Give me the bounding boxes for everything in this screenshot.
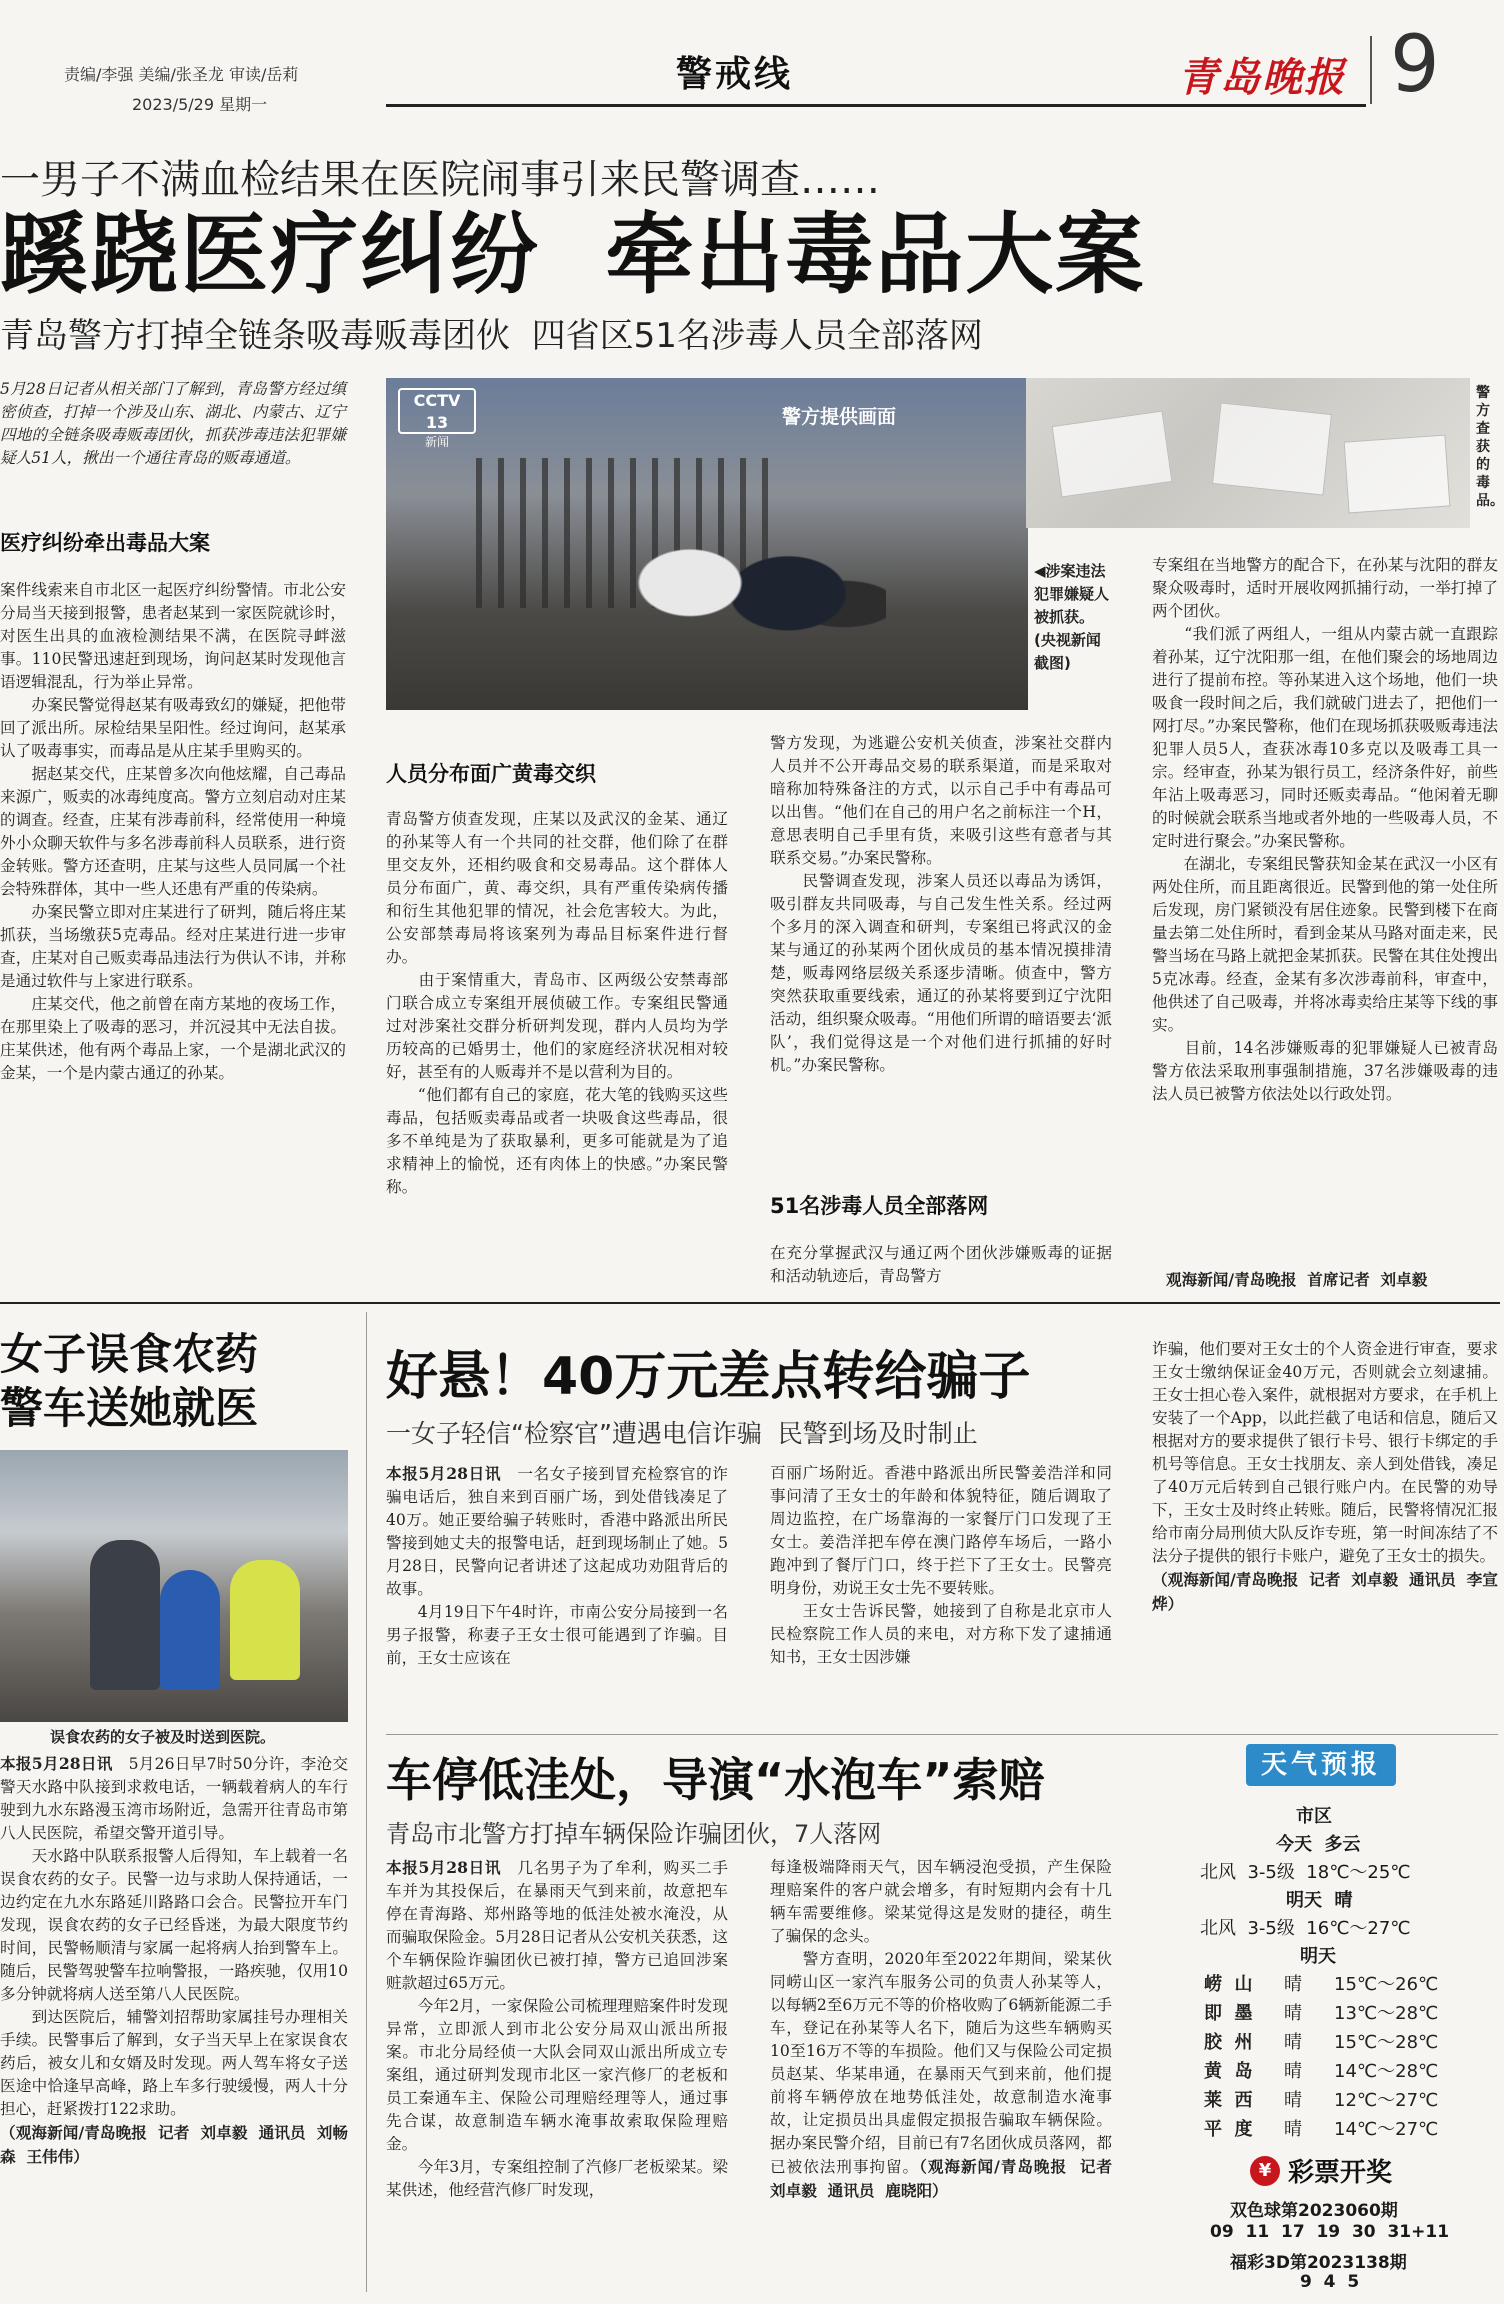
a4-byline: （观海新闻/青岛晚报 记者 刘卓毅 通讯员 鹿晓阳） bbox=[770, 2157, 1123, 2200]
a3-col3-text: 诈骗，他们要对王女士的个人资金进行审查，要求王女士缴纳保证金40万元，否则就会立刻逮捕。王女士担心卷入案件，就根据对方要求，在手机上安装了一个App，以此拦截了电话和信息，随后又根据对方的要求提供了银行卡号、银行卡绑定的手机号等信息。王女士找朋友、亲人到处借钱，凑足了40万元后转到自己银行账户内。在民警的劝导下，王女士及时终止转账。随后，民警将情况汇报给市南分局刑侦大队反诈专班，第一时间冻结了不法分子提供的银行卡账户，避免了王女士的损失。 bbox=[1152, 1340, 1498, 1565]
weather-tomorrow2: 明天 bbox=[1300, 1946, 1336, 1967]
editors: 责编/李强 美编/张圣龙 审读/岳莉 bbox=[64, 65, 299, 84]
a2-headline-2: 警车送她就医 bbox=[0, 1384, 258, 1434]
lottery-icon: ¥ bbox=[1250, 2156, 1280, 2186]
lottery-line2-numbers: 9 4 5 bbox=[1300, 2272, 1360, 2292]
city-name: 崂 山 bbox=[1204, 1974, 1253, 1995]
a3-headline: 好悬！40万元差点转给骗子 bbox=[386, 1347, 1031, 1407]
header-divider bbox=[1370, 36, 1372, 104]
a4-headline: 车停低洼处，导演“水泡车”索赔 bbox=[386, 1753, 1045, 1807]
a1-col1: 案件线索来自市北区一起医疗纠纷警情。市北公安分局当天接到报警，患者赵某到一家医院就诊时，对医生出具的血液检测结果不满，在医院寻衅滋事。110民警迅速赶到现场，询问赵某时发现他言语逻辑混乱，行为举止异常。 办案民警觉得赵某有吸毒致幻的嫌疑，把他带回了派出所。尿检结果呈阳性。经过询问，赵某承认了吸毒事实，而毒品是从庄某手里购买的。 据赵某交代，庄某曾多次向他炫耀，自己毒品来源广，贩卖的冰毒纯度高。警方立刻启动对庄某的调查。经查，庄某有涉毒前科，经常使用一种境外小众聊天软件与多名涉毒前科人员联系，进行资金转账。警方还查明，庄某与这些人员同属一个社会特殊群体，其中一些人还患有严重的传染病。 办案民警立即对庄某进行了研判，随后将庄某抓获，当场缴获5克毒品。经对庄某进行进一步审查，庄某对自己贩卖毒品违法行为供认不讳，并称是通过软件与上家进行联系。 庄某交代，他之前曾在南方某地的夜场工作，在那里染上了吸毒的恶习，并沉浸其中无法自拔。庄某供述，他有两个毒品上家，一个是湖北武汉的金某，一个是内蒙古通辽的孙某。 bbox=[0, 581, 346, 1082]
city-name: 平 度 bbox=[1204, 2119, 1253, 2140]
tv-logo-sub: 新闻 bbox=[424, 435, 449, 449]
a1-col3: 警方发现，为逃避公安机关侦查，涉案社交群内人员并不公开毒品交易的联系渠道，而是采取对暗称加特殊备注的方式，以示自己手中有毒品可以出售。“他们在自己的用户名之前标注一个H，意思表明自己手里有货，来吸引这些有意者与其联系交易。”办案民警称。 民警调查发现，涉案人员还以毒品为诱饵，吸引群友共同吸毒，与自己发生性关系。经过两个多月的深入调查和研判，专案组已将武汉的金某与通辽的孙某两个团伙成员的基本情况摸排清楚，贩毒网络层级关系逐步清晰。侦查中，警方突然获取重要线索，通辽的孙某将要到辽宁沈阳活动，组织聚众吸毒。“用他们所谓的暗语要去‘派队’，我们觉得这是一个对他们进行抓捕的好时机。”办案民警称。 bbox=[770, 734, 1112, 1074]
lottery-title: 彩票开奖 bbox=[1288, 2158, 1393, 2188]
page-number: 9 bbox=[1390, 20, 1440, 110]
lottery-line1-name: 双色球第2023060期 bbox=[1230, 2201, 1398, 2221]
weather-today: 今天 多云 bbox=[1276, 1834, 1361, 1855]
a4-col1-text: 几名男子为了牟利，购买二手车并为其投保后，在暴雨天气到来前，故意把车停在青海路、郑州路等地的低洼处被水淹没，从而骗取保险金。5月28日记者从公安机关获悉，这个车辆保险诈骗团伙已被打掉，警方已追回涉案赃款超过65万元。 今年2月，一家保险公司梳理理赔案件时发现异常，立即派人到市北公安分局双山派出所报案。市北分局经侦一大队会同双山派出所成立专案组，通过研判发现市北区一家汽修厂的老板和员工秦通车主、保险公司理赔经理等人，通过事先合谋，故意制造车辆水淹事故索取保险理赔金。 今年3月，专案组控制了汽修厂老板梁某。梁某供述，他经营汽修厂时发现， bbox=[386, 1859, 728, 2199]
a4-subheadline: 青岛市北警方打掉车辆保险诈骗团伙，7人落网 bbox=[386, 1820, 882, 1848]
a3-lead-bold: 本报5月28日讯 bbox=[386, 1464, 502, 1483]
a1-col4: 专案组在当地警方的配合下，在孙某与沈阳的群友聚众吸毒时，适时开展收网抓捕行动，一举打掉了两个团伙。 “我们派了两组人，一组从内蒙古就一直跟踪着孙某，辽宁沈阳那一组，在他们聚会的场地周边进行了提前布控。等孙某进入这个场地，他们一块吸食一段时间之后，我们就破门进去了，把他们一网打尽。”办案民警称，他们在现场抓获吸贩毒违法犯罪人员5人，查获冰毒10多克以及吸毒工具一宗。经审查，孙某为银行员工，经济条件好，前些年沾上吸毒恶习，同时还贩卖毒品。“他闲着无聊的时候就会联系当地或者外地的一些吸毒人员，不定时进行聚会。”办案民警称。 在湖北，专案组民警获知金某在武汉一小区有两处住所，而且距离很近。民警到他的第一处住所后发现，房门紧锁没有居住迹象。民警到楼下在商量去第二处住所时，看到金某从马路对面走来，民警当场在马路上就把金某抓获。民警在其住处搜出5克冰毒。经查，金某有多次涉毒前科，审查中，他供述了自己吸毒，并将冰毒卖给庄某等下线的事实。 目前，14名涉嫌贩毒的犯罪嫌疑人已被青岛警方依法采取刑事强制措施，37名涉嫌吸毒的违法人员已被警方依法处以行政处罚。 bbox=[1152, 556, 1498, 1103]
lottery-line2-name: 福彩3D第2023138期 bbox=[1230, 2253, 1407, 2273]
figure bbox=[160, 1570, 220, 1690]
a3-bottom-rule bbox=[386, 1734, 1498, 1735]
issue-date: 2023/5/29 星期一 bbox=[132, 95, 268, 114]
weather-today-detail: 北风 3-5级 18℃～25℃ bbox=[1200, 1862, 1411, 1883]
city-name: 胶 州 bbox=[1204, 2032, 1253, 2053]
city-temp: 14℃～27℃ bbox=[1334, 2119, 1439, 2140]
drug-bag bbox=[1212, 402, 1332, 495]
a3-col1-text: 一名女子接到冒充检察官的诈骗电话后，独自来到百丽广场，到处借钱凑足了40万。她正要给骗子转账时，香港中路派出所民警接到她丈夫的报警电话，赶到现场制止了她。5月28日，民警向记者讲述了这起成功劝阻背后的故事。 4月19日下午4时许，市南公安分局接到一名男子报警，称妻子王女士很可能遇到了诈骗。目前，王女士应该在 bbox=[386, 1465, 728, 1667]
tv-logo-text: CCTV 13 bbox=[413, 391, 461, 432]
a1-photo-drugs-caption: 警方查获的毒品。 bbox=[1476, 385, 1504, 509]
a3-byline: （观海新闻/青岛晚报 记者 刘卓毅 通讯员 李宣烨） bbox=[1152, 1570, 1498, 1613]
header-rule bbox=[386, 104, 1366, 107]
city-sky: 晴 bbox=[1284, 2032, 1302, 2053]
drug-bag bbox=[1344, 435, 1451, 514]
a3-subheadline: 一女子轻信“检察官”遭遇电信诈骗 民警到场及时制止 bbox=[386, 1419, 978, 1448]
weather-city-row bbox=[1204, 2057, 1464, 2086]
section-name: 警戒线 bbox=[676, 54, 794, 95]
a2-body bbox=[0, 1752, 348, 2284]
a1-bottom-rule bbox=[0, 1302, 1500, 1304]
city-temp: 14℃～28℃ bbox=[1334, 2061, 1439, 2082]
weather-city-row bbox=[1204, 2115, 1464, 2144]
city-temp: 12℃～27℃ bbox=[1334, 2090, 1439, 2111]
city-temp: 15℃～26℃ bbox=[1334, 1974, 1439, 1995]
drug-bag bbox=[1052, 411, 1173, 498]
a1-headline: 蹊跷医疗纠纷 牵出毒品大案 bbox=[0, 203, 1146, 306]
weather-city-list bbox=[1204, 1970, 1464, 2144]
city-sky: 晴 bbox=[1284, 2090, 1302, 2111]
city-name: 莱 西 bbox=[1204, 2090, 1253, 2111]
vest-figure bbox=[230, 1560, 300, 1680]
a1-kicker: 一男子不满血检结果在医院闹事引来民警调查…… bbox=[0, 157, 880, 203]
a4-lead-bold: 本报5月28日讯 bbox=[386, 1858, 502, 1877]
column-divider bbox=[366, 1312, 367, 2292]
weather-box bbox=[1190, 1744, 1470, 2292]
header bbox=[0, 0, 1500, 114]
city-sky: 晴 bbox=[1284, 1974, 1302, 1995]
a3-col3 bbox=[1152, 1338, 1498, 1724]
weather-area: 市区 bbox=[1296, 1806, 1332, 1827]
a2-body-text: 5月26日早7时50分许，李沧交警天水路中队接到求救电话，一辆载着病人的车行驶到九水东路漫玉湾市场附近，急需开往青岛市第八人民医院，希望交警开道引导。 天水路中队联系报警人后得知，车上载着一名误食农药的女子。民警一边与求助人保持通话，一边约定在九水东路延川路路口会合。民警拉开车门发现，误食农药的女子已经昏迷，为最大限度节约时间，民警畅顺清与家属一起将病人抬到警车上。随后，民警驾驶警车拉响警报，一路疾驰，仅用10多分钟就将病人送至第八人民医院。 到达医院后，辅警刘招帮助家属挂号办理相关手续。民警事后了解到，女子当天早上在家误食农药后，被女儿和女婿及时发现。两人驾车将女子送医途中恰逢早高峰，路上车多行驶缓慢，两人十分担心，赶紧拨打122求助。 bbox=[0, 1755, 348, 2118]
a1-lead: 5月28日记者从相关部门了解到，青岛警方经过缜密侦查，打掉一个涉及山东、湖北、内蒙古、辽宁四地的全链条吸毒贩毒团伙，抓获涉毒违法犯罪嫌疑人51人，揪出一个通往青岛的贩毒通道。 bbox=[0, 380, 346, 467]
a1-subheadline: 青岛警方打掉全链条吸毒贩毒团伙 四省区51名涉毒人员全部落网 bbox=[0, 316, 983, 356]
a1-col3b: 在充分掌握武汉与通辽两个团伙涉嫌贩毒的证据和活动轨迹后，青岛警方 bbox=[770, 1244, 1112, 1285]
figures bbox=[606, 498, 886, 710]
photo-tag: 警方提供画面 bbox=[782, 406, 897, 428]
city-sky: 晴 bbox=[1284, 2061, 1302, 2082]
a3-col2: 百丽广场附近。香港中路派出所民警姜浩洋和同事问清了王女士的年龄和体貌特征，随后调取了周边监控，在广场靠海的一家餐厅门口发现了王女士。姜浩洋把车停在澳门路停车场后，一路小跑冲到了餐厅门口，终于拦下了王女士。民警亮明身份，劝说王女士先不要转账。 王女士告诉民警，她接到了自称是北京市人民检察院工作人员的来电，对方称下发了逮捕通知书，王女士因涉嫌 bbox=[770, 1464, 1112, 1666]
figure bbox=[90, 1540, 160, 1690]
tv-logo bbox=[398, 388, 476, 449]
paper-logo: 青岛晚报 bbox=[1178, 54, 1346, 101]
city-sky: 晴 bbox=[1284, 2003, 1302, 2024]
city-sky: 晴 bbox=[1284, 2119, 1302, 2140]
weather-tomorrow-detail: 北风 3-5级 16℃～27℃ bbox=[1200, 1918, 1411, 1939]
city-name: 黄 岛 bbox=[1204, 2061, 1253, 2082]
a2-headline-1: 女子误食农药 bbox=[0, 1330, 258, 1380]
a1-photo-drugs bbox=[1026, 378, 1470, 528]
weather-city-row bbox=[1204, 2028, 1464, 2057]
a2-byline: （观海新闻/青岛晚报 记者 刘卓毅 通讯员 刘畅森 王伟伟） bbox=[0, 2123, 348, 2166]
lottery-header bbox=[1250, 2152, 1392, 2189]
city-name: 即 墨 bbox=[1204, 2003, 1253, 2024]
city-temp: 15℃～28℃ bbox=[1334, 2032, 1439, 2053]
weather-city-row bbox=[1204, 2086, 1464, 2115]
a1-section3-title: 51名涉毒人员全部落网 bbox=[770, 1194, 989, 1218]
a1-section1-title: 医疗纠纷牵出毒品大案 bbox=[0, 531, 210, 555]
a4-col2-text: 每逢极端降雨天气，因车辆浸泡受损，产生保险理赔案件的客户就会增多，有时短期内会有十几辆车需要维修。梁某觉得这是发财的捷径，萌生了骗保的念头。 警方查明，2020年至2022年期间，梁某伙同崂山区一家汽车服务公司的负责人孙某等人，以每辆2至6万元不等的价格收购了6辆新能源二手车，登记在孙某等人名下，随后为这些车辆购买10至16万不等的车损险。他们又与保险公司定损员赵某、华某串通，在暴雨天气到来前，他们提前将车辆停放在地势低洼处，故意制造水淹事故，让定损员出具虚假定损报告骗取车辆保险。据办案民警介绍，目前已有7名团伙成员落网，都已被依法刑事拘留。 bbox=[770, 1858, 1112, 2176]
a1-photo-arrest bbox=[386, 378, 1028, 710]
a1-photo-arrest-caption: ◀涉案违法犯罪嫌疑人被抓获。(央视新闻截图) bbox=[1034, 562, 1110, 672]
lottery-line1-numbers: 09 11 17 19 30 31+11 bbox=[1210, 2222, 1450, 2242]
a4-col2 bbox=[770, 1856, 1123, 2286]
a1-col2: 青岛警方侦查发现，庄某以及武汉的金某、通辽的孙某等人有一个共同的社交群，他们除了在群里交友外，还相约吸食和交易毒品。这个群体人员分布面广，黄、毒交织，具有严重传染病传播和衍生其他犯罪的情况，社会危害较大。为此，公安部禁毒局将该案列为毒品目标案件进行督办。 由于案情重大，青岛市、区两级公安禁毒部门联合成立专案组开展侦破工作。专案组民警通过对涉案社交群分析研判发现，群内人员均为学历较高的已婚男士，他们的家庭经济状况相对较好，甚至有的人贩毒并不是以营利为目的。 “他们都有自己的家庭，花大笔的钱购买这些毒品，包括贩卖毒品或者一块吸食这些毒品，很多不单纯是为了获取暴利，更多可能就是为了追求精神上的愉悦，还有肉体上的快感。”办案民警称。 bbox=[386, 810, 728, 1196]
a1-section2-title: 人员分布面广黄毒交织 bbox=[386, 762, 596, 786]
weather-badge: 天气预报 bbox=[1246, 1744, 1396, 1786]
weather-tomorrow: 明天 晴 bbox=[1286, 1890, 1353, 1911]
a2-photo-caption: 误食农药的女子被及时送到医院。 bbox=[50, 1728, 276, 1746]
a2-lead-bold: 本报5月28日讯 bbox=[0, 1754, 113, 1773]
a3-col1 bbox=[386, 1462, 728, 1726]
a4-col1 bbox=[386, 1856, 728, 2286]
weather-city-row bbox=[1204, 1999, 1464, 2028]
weather-city-row bbox=[1204, 1970, 1464, 1999]
a2-photo bbox=[0, 1450, 348, 1722]
city-temp: 13℃～28℃ bbox=[1334, 2003, 1439, 2024]
a1-byline: 观海新闻/青岛晚报 首席记者 刘卓毅 bbox=[1166, 1271, 1428, 1289]
